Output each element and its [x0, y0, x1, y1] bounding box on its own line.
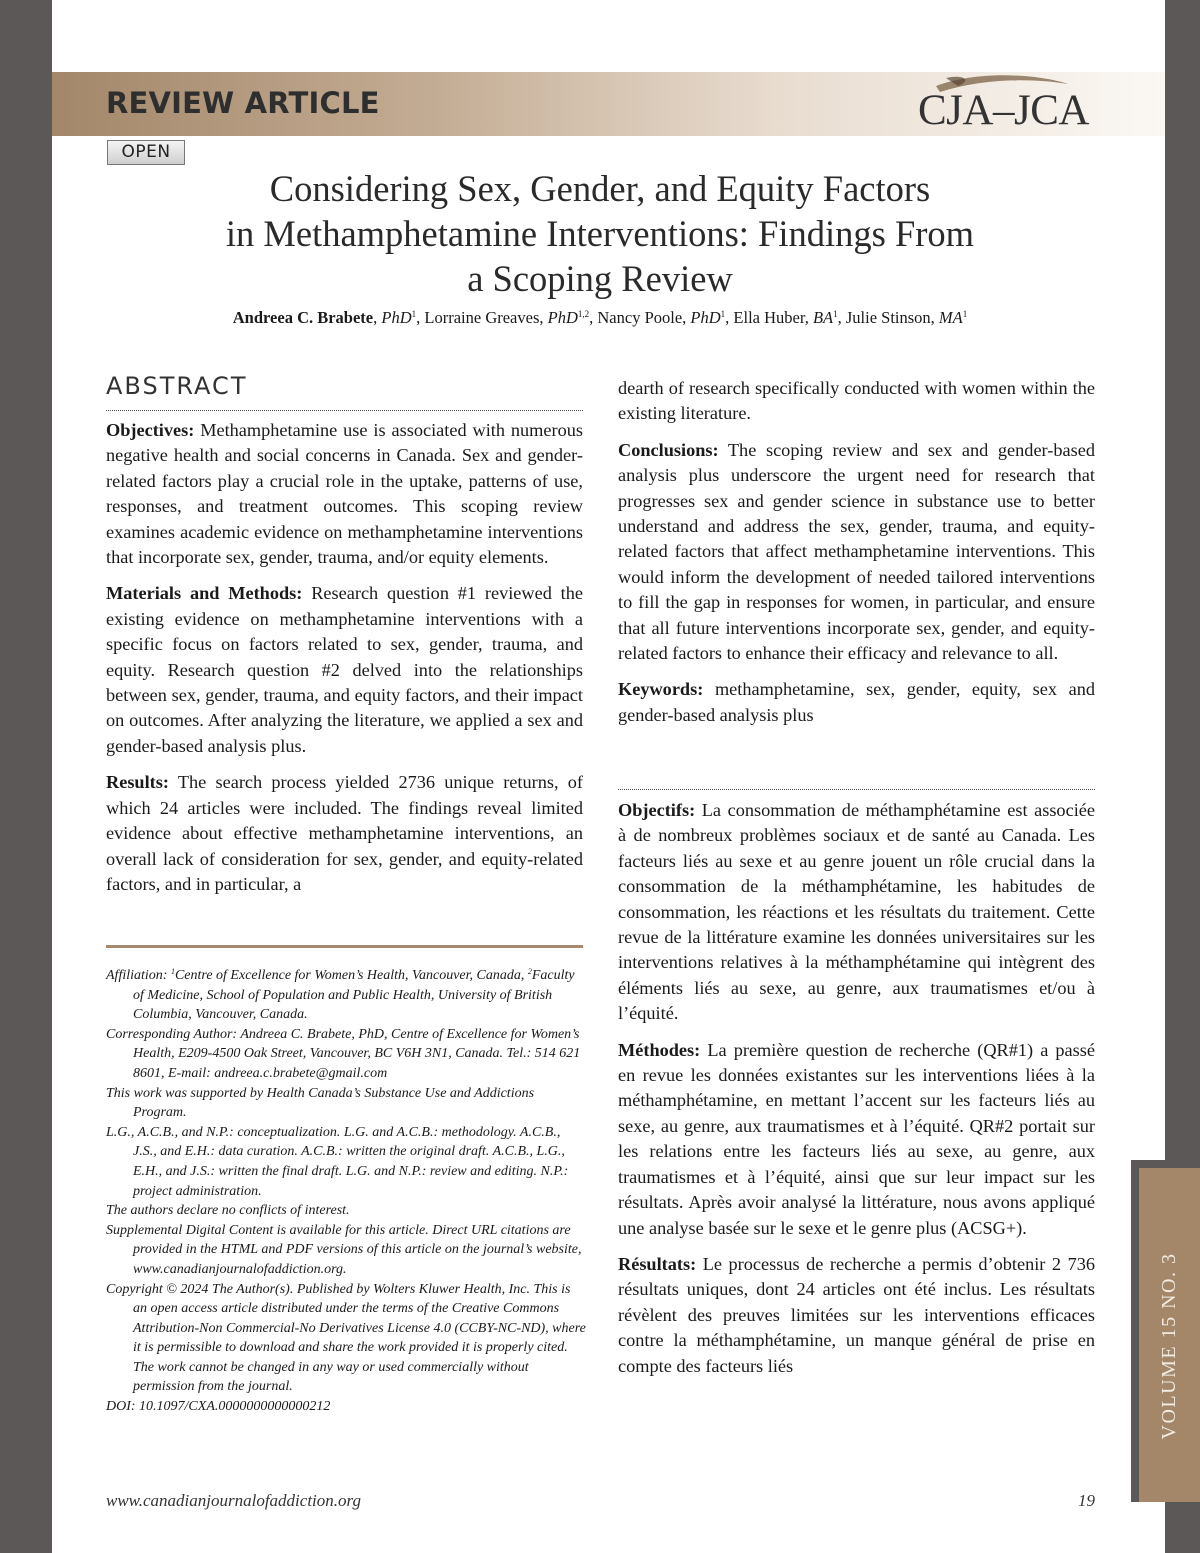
open-access-badge[interactable]: OPEN: [107, 140, 185, 165]
author-name: Nancy Poole: [597, 308, 683, 327]
affiliation-sup: 2: [527, 967, 532, 976]
footnote-doi: DOI: 10.1097/CXA.0000000000000212: [106, 1399, 331, 1415]
author-affiliation: 1,2: [577, 309, 590, 319]
article-title: [140, 166, 1060, 301]
title-line: a Scoping Review: [467, 258, 733, 299]
author-degree: BA: [812, 308, 834, 327]
affiliation-part: Faculty of Medicine, School of Population and Public Health, University of British Columbia, Vancouver, Canada.: [133, 968, 575, 1023]
author-list: Andreea C. Brabete, PhD$^1$, Lorraine Greaves, PhD$^{1,2}$, Nancy Poole, PhD$^1$, Ella Huber, $BA^1$, Julie Stinson, $MA^1$: [232, 308, 968, 327]
abstract-divider: [106, 410, 583, 411]
section-label: REVIEW ARTICLE: [106, 86, 380, 120]
objectifs-text: La consommation de méthamphétamine est associée à de nombreux problèmes sociaux et de santé au Canada. Les facteurs liés au sexe et au genre jouent un rôle crucial dans la consommation de la méthamphétamine, les habitudes de consommation, les réactions et les résultats du traitement. Cette revue de la littérature examine les données universitaires sur les interventions relatives à la méthamphétamine qui intègrent des éléments liés au sexe, au genre, aux traumatismes et/ou à l’équité.: [618, 800, 1095, 1024]
abstract-results-continued: dearth of research specifically conducted with women within the existing literature.: [618, 378, 1095, 424]
journal-url-link[interactable]: www.canadianjournalofaddiction.org: [106, 1491, 362, 1510]
left-margin-bar: [0, 0, 52, 1553]
author-degree: PhD: [690, 308, 721, 327]
author-name: Ella Huber: [733, 308, 805, 327]
results-text: The search process yielded 2736 unique returns, of which 24 articles were included. The findings reveal limited evidence about effective methamphetamine interventions, an overall lack of consideration for sex, gender, and equity-related factors, and in particular, a: [106, 772, 583, 894]
conclusions-text: The scoping review and sex and gender-based analysis plus underscore the urgent need for research that progresses sex and gender science in substance use to better understand and address the sex, gender, trauma, and equity-related factors that affect methamphetamine interventions. This would inform the development of needed tailored interventions to fill the gap in responses for women, in particular, and ensure that all future interventions incorporate sex, gender, and equity-related factors to enhance their efficacy and relevance to all.: [618, 439, 1095, 664]
methodes-text: La première question de recherche (QR#1) a passé en revue les données existantes sur les interventions liées à la méthamphétamine, en mettant l’accent sur les facteurs liés au sexe, au genre, aux traumatismes et à l’équité. QR#2 portait sur les relations entre les facteurs liés au sexe, au genre, aux traumatismes et à l’équité, ainsi que sur leur impact sur les résultats. Après avoir analysé la littérature, nous avons appliqué une analyse basée sur le sexe et le genre plus (ACSG+).: [618, 1039, 1095, 1238]
objectives-label: Objectives:: [106, 420, 195, 440]
conclusions-label: Conclusions:: [618, 439, 719, 460]
methodes-label: Méthodes:: [618, 1039, 701, 1060]
footnote-copyright: Copyright © 2024 The Author(s). Published by Wolters Kluwer Health, Inc. This is an open access article distributed under the terms of the Creative Commons Attribution-Non Commercial-No Derivatives License 4.0 (CCBY-NC-ND), where it is permissible to download and share the work provided it is properly cited. The work cannot be changed in any way or used commercially without permission from the journal.: [106, 1281, 586, 1395]
page-number: 19: [1078, 1491, 1095, 1510]
resume-divider: [618, 789, 1095, 790]
keywords-text: methamphetamine, sex, gender, equity, sex and gender-based analysis plus: [618, 679, 1095, 725]
journal-logo: [918, 72, 1098, 136]
author-degree: PhD: [381, 308, 412, 327]
resume-methodes: [618, 1038, 1095, 1241]
footnote-funding: This work was supported by Health Canada’s Substance Use and Addictions Program.: [106, 1085, 535, 1121]
resultats-text: Le processus de recherche a permis d’obtenir 2 736 résultats uniques, dont 24 articles ont été inclus. Les résultats révèlent des preuves limitées sur les interventions efficaces contre la méthamphétamine, un manque général de prise en compte des facteurs liés: [618, 1253, 1095, 1376]
abstract-right-column: [618, 376, 1095, 739]
resultats-label: Résultats:: [618, 1253, 697, 1274]
results-label: Results:: [106, 772, 169, 793]
keywords-label: Keywords:: [618, 679, 704, 700]
author-name: Lorraine Greaves: [424, 308, 540, 327]
methods-text: Research question #1 reviewed the existing evidence on methamphetamine interventions with a specific focus on factors related to sex, gender, trauma, and equity. Research question #2 delved into the relationships between sex, gender, trauma, and equity factors, and their impact on outcomes. After analyzing the literature, we applied a sex and gender-based analysis plus.: [106, 583, 584, 756]
footnote-divider: [106, 945, 583, 948]
abstract-keywords: [618, 677, 1095, 728]
footnote-affiliation: [106, 962, 586, 1025]
footnotes: [106, 962, 586, 1417]
objectifs-label: Objectifs:: [618, 800, 696, 820]
author-name: Julie Stinson: [845, 308, 931, 327]
author-affiliation: 1: [720, 309, 726, 319]
resume-resultats: [618, 1252, 1095, 1379]
volume-label: VOLUME 15 NO. 3: [1158, 1252, 1180, 1440]
title-line: in Methamphetamine Interventions: Findings From: [225, 213, 975, 254]
footnote-supplemental: Supplemental Digital Content is available for this article. Direct URL citations are provided in the HTML and PDF versions of this article on the journal’s website, www.canadianjournalofaddiction.org.: [106, 1222, 582, 1277]
author-affiliation: 1: [411, 309, 417, 319]
abstract-heading: ABSTRACT: [106, 372, 248, 400]
footnote-contributions: L.G., A.C.B., and N.P.: conceptualization. L.G. and A.C.B.: methodology. A.C.B., J.S., and E.H.: data curation. A.C.B.: written the original draft. A.C.B., L.G., E.H., and J.S.: written the final draft. L.G. and N.P.: review and editing. N.P.: project administration.: [106, 1124, 569, 1199]
title-line: Considering Sex, Gender, and Equity Factors: [269, 168, 931, 209]
abstract-results: [106, 770, 583, 897]
logo-text: CJA–JCA: [918, 87, 1089, 134]
author-degree: PhD: [547, 308, 578, 327]
author-affiliation: 1: [962, 309, 968, 319]
affiliation-part: Centre of Excellence for Women’s Health, Vancouver, Canada,: [174, 968, 525, 983]
affiliation-sup: 1: [170, 967, 175, 976]
objectives-text: Methamphetamine use is associated with numerous negative health and social concerns in Canada. Sex and gender-related factors play a crucial role in the uptake, patterns of use, responses, and treatment outcomes. This scoping review examines academic evidence on methamphetamine interventions that incorporate sex, gender, trauma, and/or equity elements.: [106, 420, 583, 568]
resume-column: [618, 798, 1095, 1390]
footnote-conflicts: The authors declare no conflicts of interest.: [106, 1203, 350, 1219]
abstract-methods: [106, 581, 583, 759]
resume-objectifs: [618, 798, 1095, 1027]
author-name: Andreea C. Brabete: [232, 308, 374, 327]
abstract-conclusions: [618, 438, 1095, 667]
footnote-corresponding: Corresponding Author: Andreea C. Brabete, PhD, Centre of Excellence for Women’s Health, E209-4500 Oak Street, Vancouver, BC V6H 3N1, Canada. Tel.: 514 621 8601, E-mail: andreea.c.brabete@gmail.com: [106, 1026, 581, 1081]
methods-label: Materials and Methods:: [106, 583, 303, 604]
abstract-objectives: [106, 418, 583, 570]
author-degree: MA: [938, 308, 963, 327]
author-affiliation: 1: [833, 309, 838, 319]
abstract-left-column: [106, 418, 583, 908]
affiliation-lead: Affiliation:: [106, 968, 168, 983]
